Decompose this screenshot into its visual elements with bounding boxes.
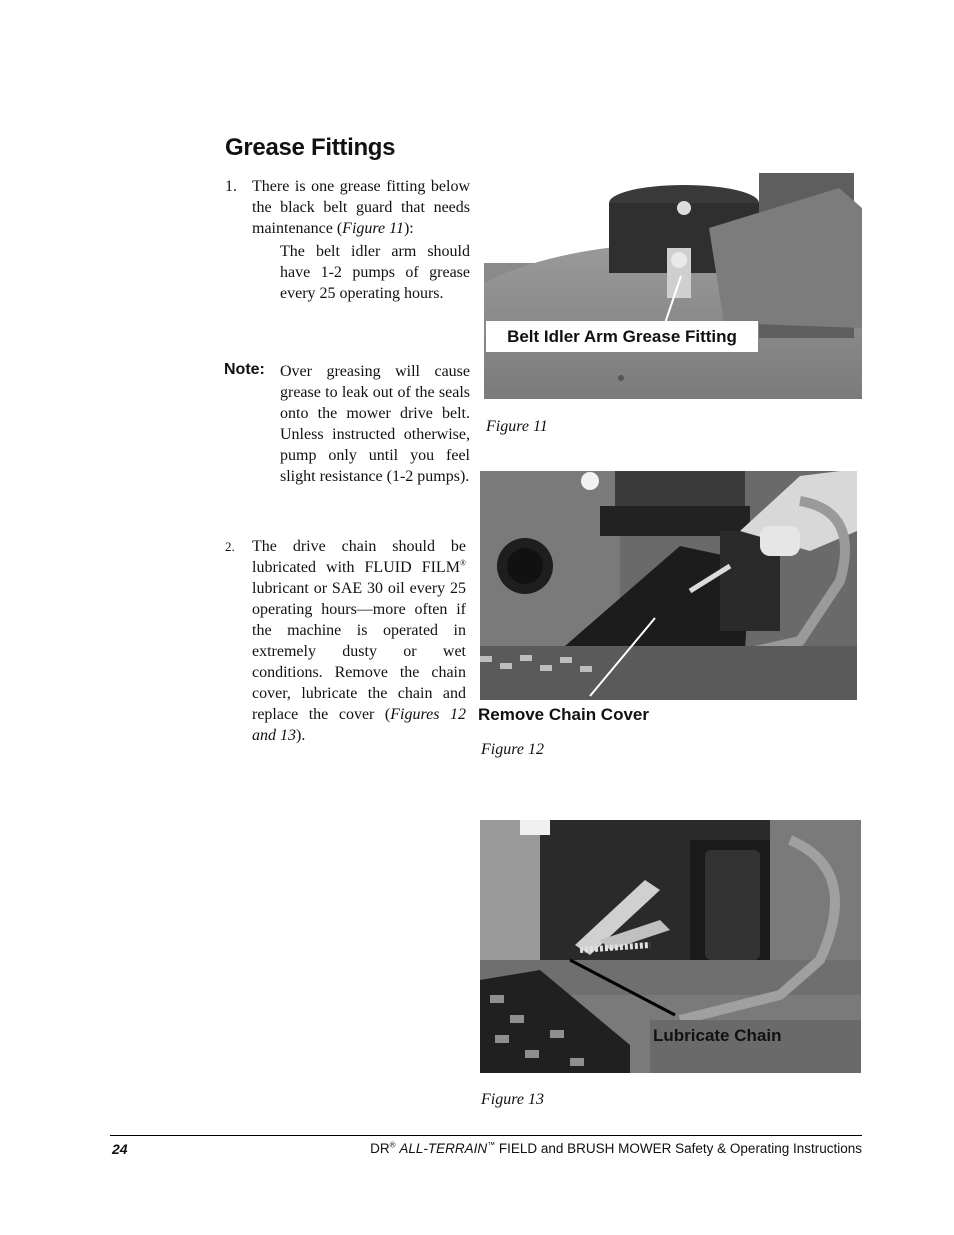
figure-12-photo bbox=[480, 471, 857, 700]
list-item-1-text-start: There is one grease fitting below the black belt guard that needs maintenance ( bbox=[252, 178, 470, 237]
registered-mark: ® bbox=[459, 558, 466, 568]
footer-rest: FIELD and BRUSH MOWER Safety & Operating Instructions bbox=[495, 1141, 862, 1156]
figure-11-reference: Figure 11 bbox=[342, 220, 404, 237]
figure-11-callout: Belt Idler Arm Grease Fitting bbox=[486, 321, 758, 352]
list-item-1-text bbox=[252, 176, 470, 239]
footer-title bbox=[370, 1141, 862, 1156]
note-text: Over greasing will cause grease to leak out of the seals onto the mower drive belt. Unless instructed otherwise, pump only until you feel slight resistance (1-2 pumps). bbox=[280, 363, 470, 485]
list-item-1-subtext: The belt idler arm should have 1-2 pumps of grease every 25 operating hours. bbox=[280, 243, 470, 302]
chain-cover-illustration bbox=[480, 471, 857, 700]
figure-13-callout: Lubricate Chain bbox=[653, 1026, 782, 1045]
list-item-2-text-start: The drive chain should be lubricated with FLUID FILM bbox=[252, 538, 466, 576]
list-number-2: 2. bbox=[225, 539, 235, 554]
list-item-1-text-end: ): bbox=[403, 220, 414, 237]
figure-13-caption: Figure 13 bbox=[481, 1091, 544, 1108]
note-label: Note: bbox=[224, 361, 265, 378]
figure-12-callout: Remove Chain Cover bbox=[478, 705, 649, 724]
footer-trademark: ™ bbox=[487, 1140, 496, 1150]
figure-11-caption: Figure 11 bbox=[486, 418, 548, 435]
list-number-1: 1. bbox=[225, 178, 237, 195]
figure-11-photo bbox=[484, 148, 862, 399]
figure-12-caption: Figure 12 bbox=[481, 741, 544, 758]
footer-brand: DR bbox=[370, 1141, 390, 1156]
footer-brand-mark: ® bbox=[389, 1140, 396, 1150]
page-number: 24 bbox=[112, 1141, 128, 1157]
figures-12-13-reference: Figures 12 and 13 bbox=[252, 706, 466, 744]
footer-product: ALL-TERRAIN bbox=[399, 1141, 488, 1156]
list-item-2-text-mid: lubricant or SAE 30 oil every 25 operating hours—more often if the machine is operated in extremely dusty or wet conditions. Remove the chain cover, lubricate the chain and replace the cover ( bbox=[252, 580, 466, 723]
section-heading: Grease Fittings bbox=[225, 134, 396, 161]
footer-rule bbox=[110, 1135, 862, 1136]
belt-idler-arm-illustration bbox=[484, 148, 862, 399]
list-item-2-text bbox=[252, 536, 466, 746]
list-item-2-text-end: ). bbox=[296, 727, 306, 744]
